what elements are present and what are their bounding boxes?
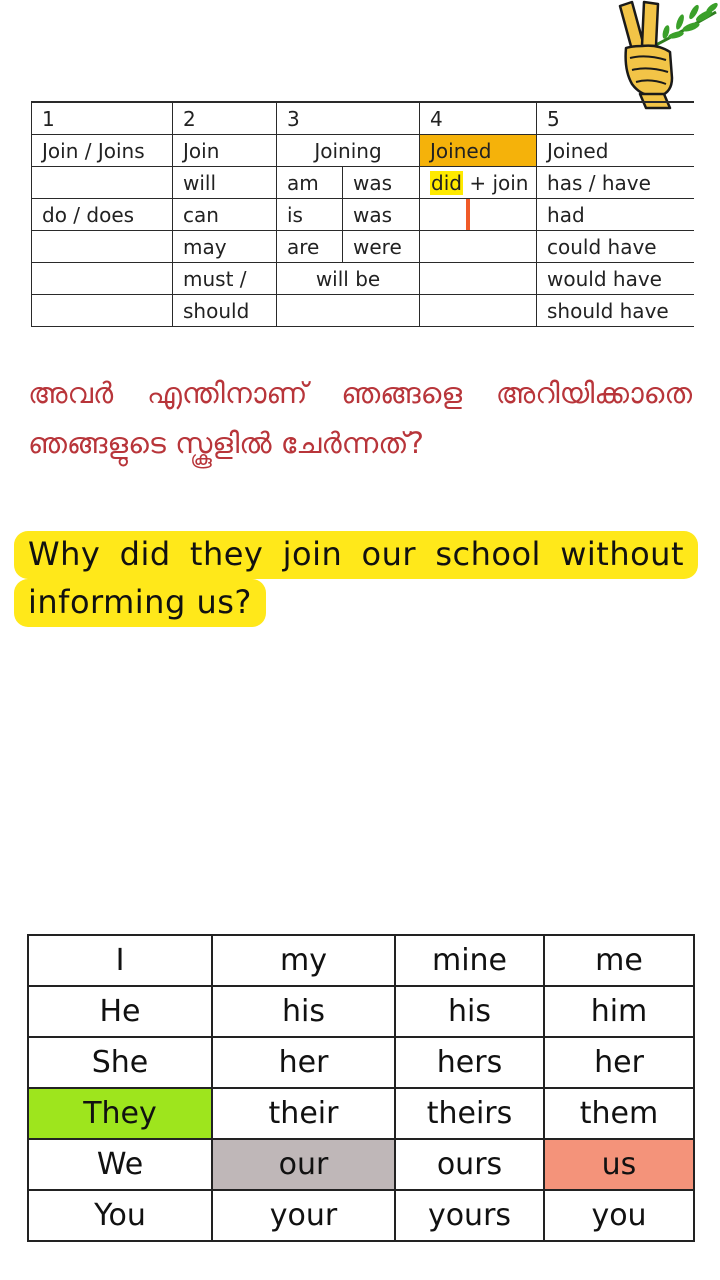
- table-cell: his: [212, 986, 395, 1037]
- english-question: [28, 530, 698, 626]
- table-cell: mine: [395, 935, 544, 986]
- table-cell: me: [544, 935, 694, 986]
- table-cell: [277, 295, 420, 327]
- table-cell: yours: [395, 1190, 544, 1241]
- malayalam-question: അവർ എന്തിനാണ് ഞങ്ങളെ അറിയിക്കാതെ ഞങ്ങളുടെ സ്കൂളിൽ ചേർന്നത്?: [28, 376, 692, 460]
- table-cell: Joined: [537, 135, 694, 167]
- they-highlighted-cell: They: [28, 1088, 212, 1139]
- table-cell: was: [343, 199, 420, 231]
- pronoun-row: [28, 1037, 694, 1088]
- our-highlighted-cell: our: [212, 1139, 395, 1190]
- table-cell: [420, 263, 537, 295]
- verb-forms-table: [31, 101, 694, 327]
- pronoun-row: [28, 1190, 694, 1241]
- pronoun-row: [28, 986, 694, 1037]
- joined-highlighted-cell: Joined: [420, 135, 537, 167]
- table-cell: Join: [173, 135, 277, 167]
- column-number: 4: [420, 102, 537, 135]
- table-cell: you: [544, 1190, 694, 1241]
- pronoun-row: [28, 935, 694, 986]
- table-cell: should: [173, 295, 277, 327]
- verb-table-row: [32, 263, 694, 295]
- table-cell: do / does: [32, 199, 173, 231]
- table-cell: their: [212, 1088, 395, 1139]
- table-cell: are: [277, 231, 343, 263]
- plus-join-text: + join: [469, 170, 529, 195]
- table-cell: had: [537, 199, 694, 231]
- table-cell: were: [343, 231, 420, 263]
- table-cell: [32, 231, 173, 263]
- verb-table-row: [32, 167, 694, 199]
- table-cell: has / have: [537, 167, 694, 199]
- table-cell: would have: [537, 263, 694, 295]
- table-cell: ours: [395, 1139, 544, 1190]
- verb-table-header-row: [32, 102, 694, 135]
- pronoun-table: [27, 934, 695, 1242]
- table-cell: is: [277, 199, 343, 231]
- table-cell: your: [212, 1190, 395, 1241]
- did-join-cell: [420, 167, 537, 199]
- victory-hand-with-olive-branch-icon: [606, 0, 718, 110]
- table-cell: [32, 263, 173, 295]
- table-cell: could have: [537, 231, 694, 263]
- verb-table-row: [32, 199, 694, 231]
- table-cell: theirs: [395, 1088, 544, 1139]
- table-cell: Joining: [277, 135, 420, 167]
- table-cell: He: [28, 986, 212, 1037]
- table-cell: his: [395, 986, 544, 1037]
- verb-table-row: [32, 135, 694, 167]
- table-cell: was: [343, 167, 420, 199]
- column-number: 1: [32, 102, 173, 135]
- table-cell: can: [173, 199, 277, 231]
- did-highlight: did: [431, 170, 462, 195]
- table-cell: them: [544, 1088, 694, 1139]
- table-cell: [420, 231, 537, 263]
- table-cell: am: [277, 167, 343, 199]
- table-cell: will: [173, 167, 277, 199]
- table-cell: may: [173, 231, 277, 263]
- table-cell: [32, 295, 173, 327]
- table-cell: my: [212, 935, 395, 986]
- table-cell: hers: [395, 1037, 544, 1088]
- table-cell: [32, 167, 173, 199]
- column-number: 5: [537, 102, 694, 135]
- table-cell: will be: [277, 263, 420, 295]
- table-cell: [420, 295, 537, 327]
- verb-table-row: [32, 231, 694, 263]
- us-highlighted-cell: us: [544, 1139, 694, 1190]
- table-cell: her: [212, 1037, 395, 1088]
- column-number: 2: [173, 102, 277, 135]
- table-cell: She: [28, 1037, 212, 1088]
- pronoun-row: [28, 1088, 694, 1139]
- column-number: 3: [277, 102, 420, 135]
- table-cell: Join / Joins: [32, 135, 173, 167]
- table-cell: must /: [173, 263, 277, 295]
- table-cell: him: [544, 986, 694, 1037]
- table-cell: should have: [537, 295, 694, 327]
- pronoun-row: [28, 1139, 694, 1190]
- table-cell: You: [28, 1190, 212, 1241]
- table-cell: I: [28, 935, 212, 986]
- english-question-text: Why did they join our school without informing us?: [14, 531, 698, 627]
- table-cell: her: [544, 1037, 694, 1088]
- arrow-cell: [420, 199, 537, 231]
- table-cell: We: [28, 1139, 212, 1190]
- arrow-up-icon: [456, 199, 480, 231]
- verb-table-row: [32, 295, 694, 327]
